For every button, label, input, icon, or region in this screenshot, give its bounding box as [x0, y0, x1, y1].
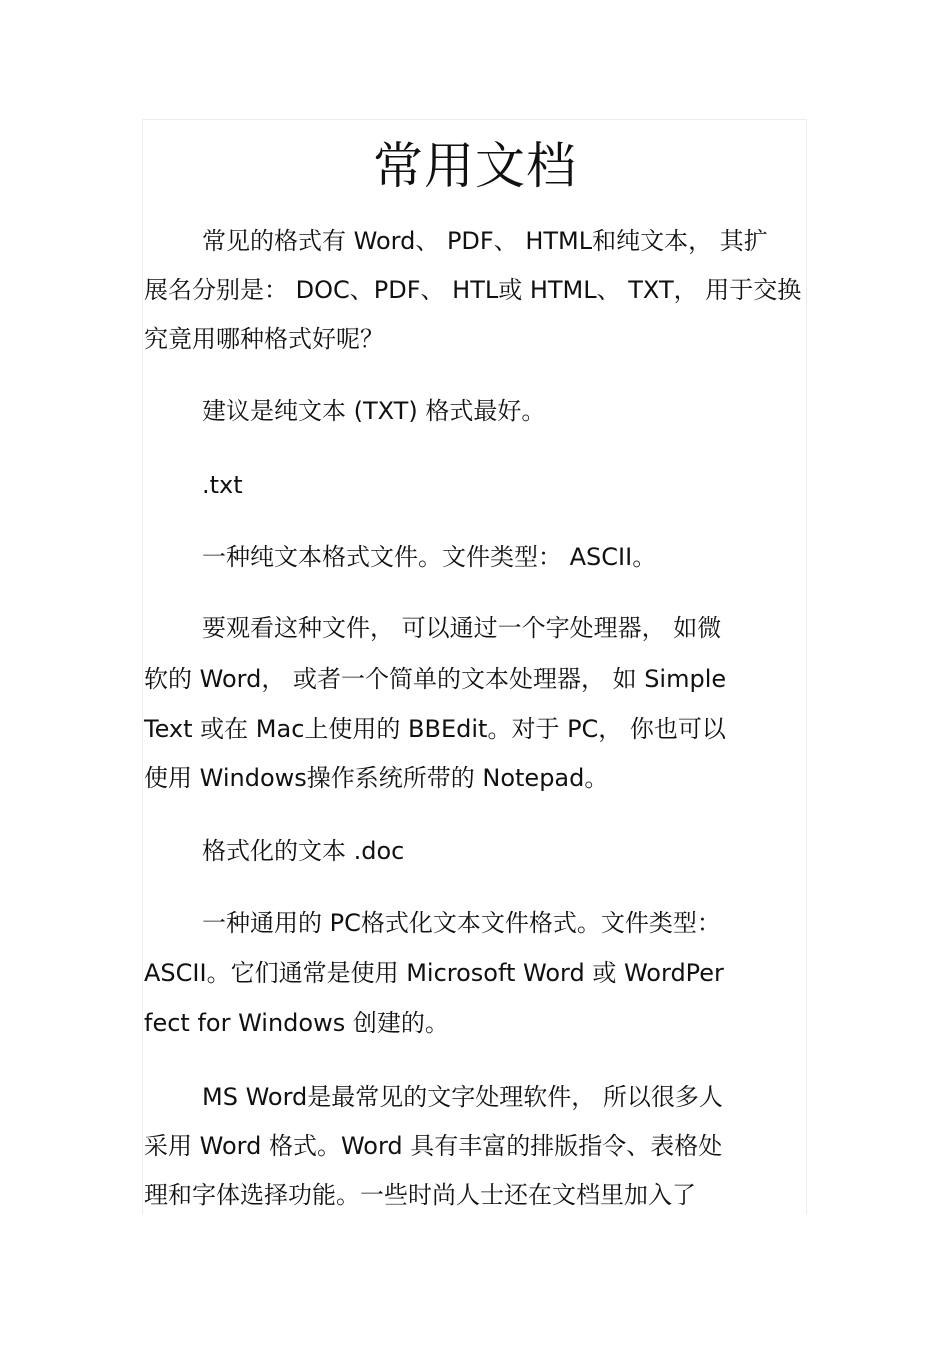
paragraph-line: .txt [202, 471, 243, 499]
paragraph-line: 采用 Word 格式。Word 具有丰富的排版指令、表格处 [144, 1132, 723, 1160]
paragraph-line: Text 或在 Mac上使用的 BBEdit。对于 PC， 你也可以 [144, 715, 726, 743]
paragraph-line: 使用 Windows操作系统所带的 Notepad。 [144, 764, 609, 792]
document-title: 常用文档 [373, 137, 577, 195]
paragraph-line: 软的 Word， 或者一个简单的文本处理器， 如 Simple [144, 665, 727, 693]
paragraph-line: fect for Windows 创建的。 [144, 1009, 449, 1037]
paragraph-line: 建议是纯文本 (TXT) 格式最好。 [202, 397, 546, 425]
paragraph-line: 展名分别是： DOC、PDF、 HTL或 HTML、 TXT， 用于交换 [144, 276, 802, 304]
paragraph-line: 一种纯文本格式文件。文件类型： ASCII。 [202, 543, 657, 571]
paragraph-line: 要观看这种文件， 可以通过一个字处理器， 如微 [202, 614, 722, 642]
paragraph-line: 格式化的文本 .doc [202, 837, 405, 865]
paragraph-line: 究竟用哪种格式好呢？ [144, 325, 384, 353]
paragraph-line: 一种通用的 PC格式化文本文件格式。文件类型： [202, 909, 721, 937]
paragraph-line: MS Word是最常见的文字处理软件， 所以很多人 [202, 1083, 723, 1111]
paragraph-line: 常见的格式有 Word、 PDF、 HTML和纯文本， 其扩 [202, 227, 768, 255]
paragraph-line: ASCII。它们通常是使用 Microsoft Word 或 WordPer [144, 959, 724, 987]
paragraph-line: 理和字体选择功能。一些时尚人士还在文档里加入了 [144, 1181, 696, 1209]
